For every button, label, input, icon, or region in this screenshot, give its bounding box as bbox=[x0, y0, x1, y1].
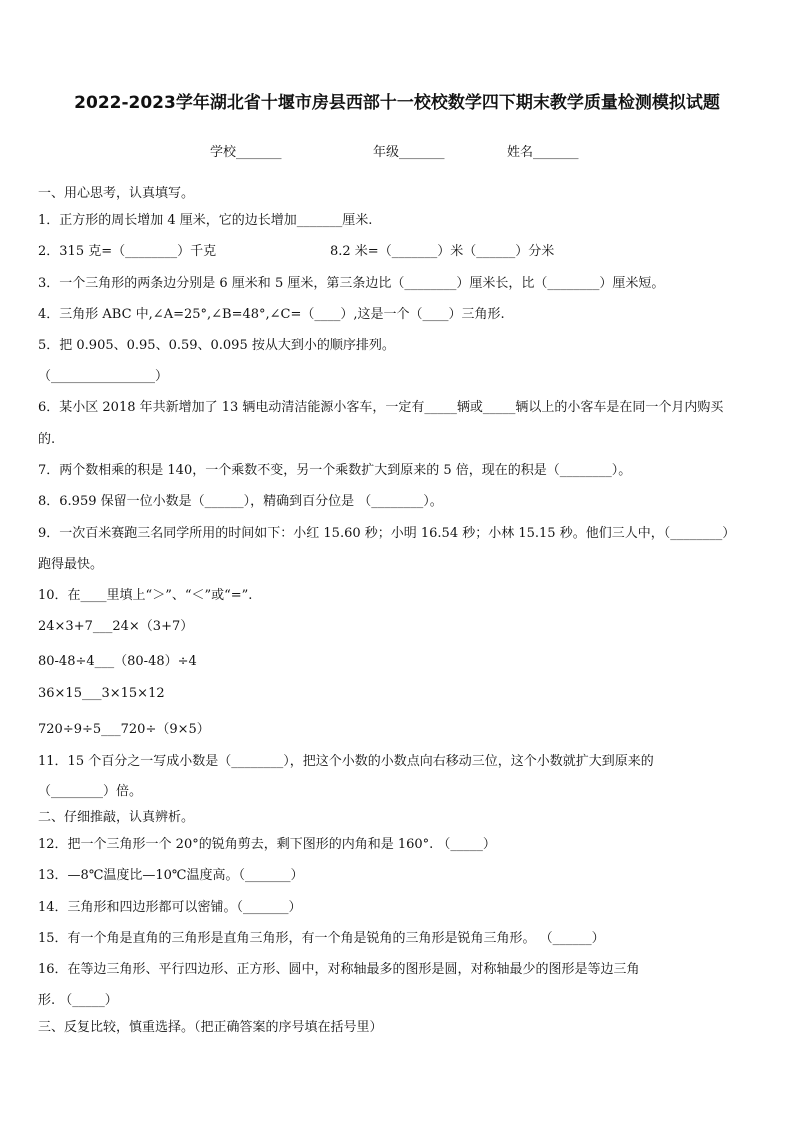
question-11: 11．15 个百分之一写成小数是（________），把这个小数的小数点向右移动三位，这个小数就扩大到原来的 bbox=[38, 754, 654, 769]
question-2-part-a: 2．315 克=（________）千克 bbox=[38, 244, 217, 259]
question-14: 14．三角形和四边形都可以密铺。（_______） bbox=[38, 900, 302, 915]
section-1-heading: 一、用心思考，认真填写。 bbox=[38, 186, 195, 201]
question-3: 3．一个三角形的两条边分别是 6 厘米和 5 厘米，第三条边比（________）厘米长，比（________）厘米短。 bbox=[38, 276, 665, 291]
question-16: 16．在等边三角形、平行四边形、正方形、圆中，对称轴最多的图形是圆，对称轴最少的图形是等边三角 bbox=[38, 962, 640, 977]
question-2 bbox=[38, 240, 758, 259]
question-10: 10．在____里填上“＞”、“＜”或“=”. bbox=[38, 588, 253, 603]
question-10-c: 36×15___3×15×12 bbox=[38, 686, 165, 701]
question-6-cont: 的. bbox=[38, 432, 56, 447]
question-8: 8．6.959 保留一位小数是（______），精确到百分位是 （________）。 bbox=[38, 494, 443, 509]
question-13: 13．—8℃温度比—10℃温度高。（_______） bbox=[38, 868, 304, 883]
grade-field[interactable]: 年级_______ bbox=[373, 145, 445, 160]
question-16-cont: 形. （_____） bbox=[38, 993, 118, 1008]
question-7: 7．两个数相乘的积是 140，一个乘数不变，另一个乘数扩大到原来的 5 倍，现在的积是（________）。 bbox=[38, 463, 632, 478]
page-title: 2022-2023学年湖北省十堰市房县西部十一校校数学四下期末教学质量检测模拟试题 bbox=[74, 93, 720, 113]
question-12: 12．把一个三角形一个 20°的锐角剪去，剩下图形的内角和是 160°. （_____） bbox=[38, 837, 496, 852]
question-1: 1．正方形的周长增加 4 厘米，它的边长增加_______厘米. bbox=[38, 213, 373, 228]
question-2-part-b: 8.2 米=（_______）米（______）分米 bbox=[330, 244, 555, 259]
question-5-answer: （________________） bbox=[38, 369, 169, 384]
question-6: 6．某小区 2018 年共新增加了 13 辆电动清洁能源小客车，一定有_____辆或_____辆以上的小客车是在同一个月内购买 bbox=[38, 400, 724, 415]
question-5: 5．把 0.905、0.95、0.59、0.095 按从大到小的顺序排列。 bbox=[38, 338, 395, 353]
question-11-cont: （________）倍。 bbox=[38, 784, 143, 799]
question-4: 4．三角形 ABC 中,∠A=25°,∠B=48°,∠C=（____）,这是一个（____）三角形. bbox=[38, 307, 505, 322]
question-9: 9．一次百米赛跑三名同学所用的时间如下：小红 15.60 秒；小明 16.54 秒；小林 15.15 秒。他们三人中，（________） bbox=[38, 526, 736, 541]
section-3-heading: 三、反复比较，慎重选择。（把正确答案的序号填在括号里） bbox=[38, 1020, 383, 1035]
question-10-d: 720÷9÷5___720÷（9×5） bbox=[38, 722, 210, 737]
name-field[interactable]: 姓名_______ bbox=[507, 145, 579, 160]
question-10-a: 24×3+7___24×（3+7） bbox=[38, 619, 194, 634]
section-2-heading: 二、仔细推敲，认真辨析。 bbox=[38, 810, 195, 825]
question-9-cont: 跑得最快。 bbox=[38, 557, 104, 572]
question-10-b: 80-48÷4___（80-48）÷4 bbox=[38, 654, 197, 669]
school-field[interactable]: 学校_______ bbox=[210, 145, 282, 160]
question-15: 15．有一个角是直角的三角形是直角三角形，有一个角是锐角的三角形是锐角三角形。 （______） bbox=[38, 931, 605, 946]
